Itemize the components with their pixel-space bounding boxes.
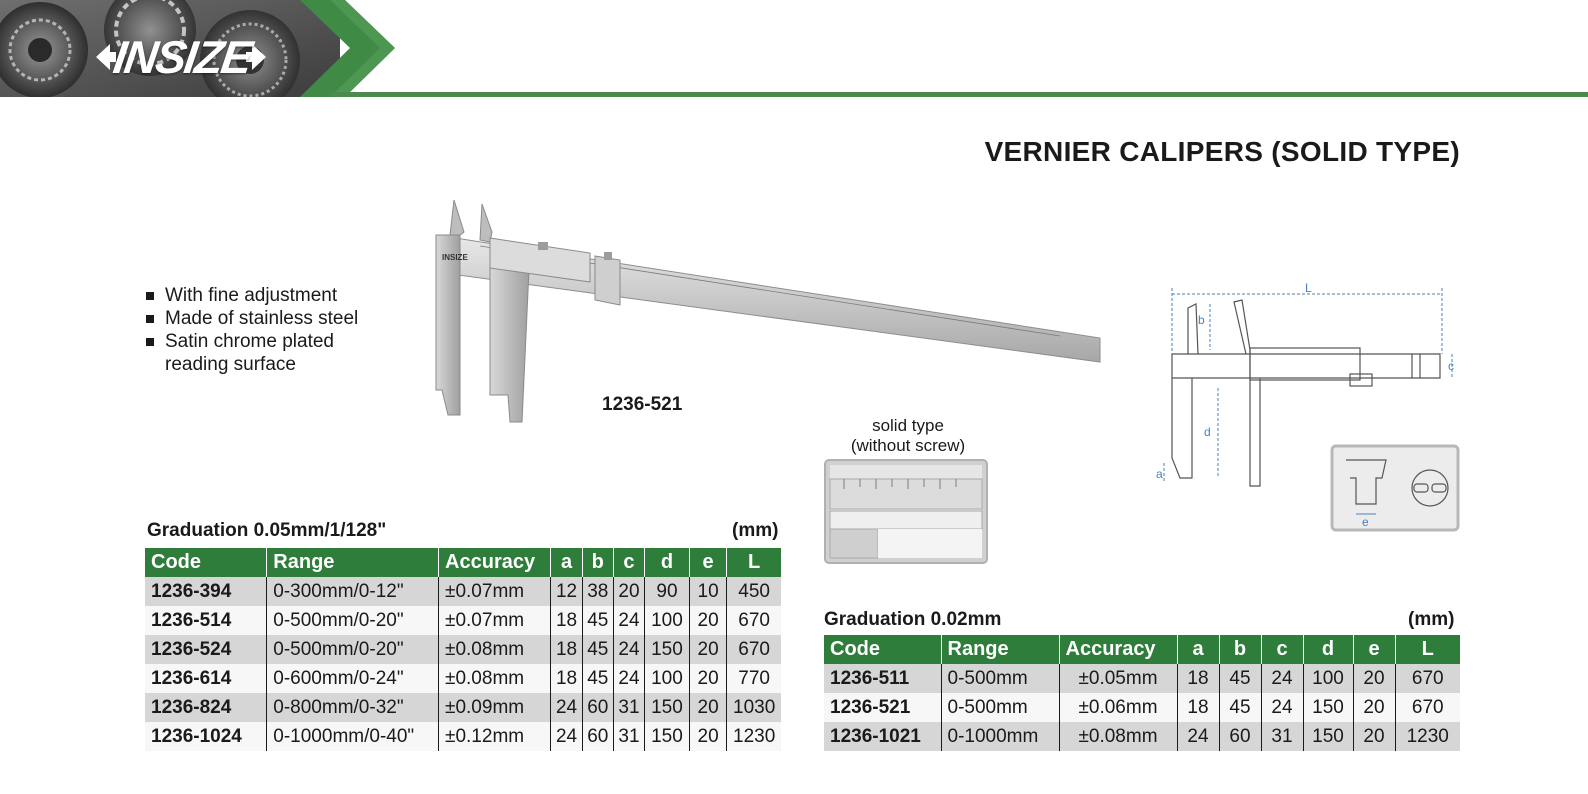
cell-c: 31 [613, 693, 644, 722]
bullet-icon [146, 292, 154, 300]
bullet-icon [146, 315, 154, 323]
cell-c: 31 [613, 722, 644, 751]
caliper-product-image [420, 190, 1120, 430]
cell-range: 0-1000mm [941, 722, 1059, 751]
cell-code: 1236-511 [824, 664, 941, 693]
cell-b: 45 [582, 664, 613, 693]
product-model-label: 1236-521 [602, 394, 683, 415]
header-d: d [645, 548, 690, 577]
table1-unit: (mm) [732, 520, 779, 541]
cell-range: 0-500mm/0-20" [267, 606, 439, 635]
header-range: Range [267, 548, 439, 577]
cell-L: 1030 [727, 693, 781, 722]
cell-L: 770 [727, 664, 781, 693]
cell-range: 0-500mm [941, 693, 1059, 722]
cell-range: 0-500mm [941, 664, 1059, 693]
cell-d: 150 [1303, 722, 1353, 751]
cell-d: 100 [1303, 664, 1353, 693]
cell-accuracy: ±0.06mm [1059, 693, 1177, 722]
table2-caption: Graduation 0.02mm [824, 609, 1002, 630]
header-b: b [1219, 635, 1261, 664]
table-row [145, 577, 781, 606]
cell-e: 20 [689, 606, 726, 635]
table-row [824, 664, 1460, 693]
cell-code: 1236-514 [145, 606, 267, 635]
header-a: a [1177, 635, 1219, 664]
cell-L: 450 [727, 577, 781, 606]
header-a: a [551, 548, 582, 577]
cell-b: 45 [1219, 693, 1261, 722]
cell-code: 1236-394 [145, 577, 267, 606]
table1-caption: Graduation 0.05mm/1/128" [147, 520, 387, 541]
cell-b: 38 [582, 577, 613, 606]
diagram-label-d: d [1204, 425, 1211, 439]
cell-d: 150 [1303, 693, 1353, 722]
cell-a: 18 [551, 635, 582, 664]
diagram-label-L: L [1305, 281, 1312, 295]
solid-type-caption: solid type (without screw) [850, 416, 966, 455]
cell-b: 60 [582, 722, 613, 751]
cell-code: 1236-824 [145, 693, 267, 722]
table-row [145, 664, 781, 693]
cell-d: 90 [645, 577, 690, 606]
cell-accuracy: ±0.08mm [1059, 722, 1177, 751]
feature-list [146, 284, 358, 376]
header-c: c [1261, 635, 1303, 664]
cell-a: 18 [1177, 664, 1219, 693]
cell-code: 1236-1021 [824, 722, 941, 751]
cell-accuracy: ±0.08mm [439, 664, 551, 693]
cell-d: 150 [645, 722, 690, 751]
cell-c: 20 [613, 577, 644, 606]
cell-d: 150 [645, 635, 690, 664]
feature-item-continuation: reading surface [165, 354, 296, 375]
cell-a: 18 [551, 606, 582, 635]
table-header-row [824, 635, 1460, 664]
header-b: b [582, 548, 613, 577]
cell-b: 60 [582, 693, 613, 722]
spec-table-graduation-002 [824, 635, 1460, 751]
table-row [145, 722, 781, 751]
cell-accuracy: ±0.09mm [439, 693, 551, 722]
svg-text:INSIZE: INSIZE [442, 253, 468, 262]
header-accuracy: Accuracy [439, 548, 551, 577]
cell-a: 24 [551, 722, 582, 751]
cell-accuracy: ±0.05mm [1059, 664, 1177, 693]
header-L: L [727, 548, 781, 577]
cell-e: 20 [689, 722, 726, 751]
cell-code: 1236-614 [145, 664, 267, 693]
cell-range: 0-600mm/0-24" [267, 664, 439, 693]
cell-d: 150 [645, 693, 690, 722]
diagram-label-a: a [1156, 467, 1163, 481]
diagram-label-e: e [1362, 515, 1369, 529]
feature-item: Made of stainless steel [146, 307, 358, 330]
cell-accuracy: ±0.07mm [439, 606, 551, 635]
table-row [145, 693, 781, 722]
header-e: e [689, 548, 726, 577]
table-row [824, 722, 1460, 751]
logo-text: INSIZE [110, 31, 254, 83]
cell-a: 18 [1177, 693, 1219, 722]
cell-e: 20 [1353, 693, 1395, 722]
cell-L: 1230 [727, 722, 781, 751]
cell-c: 24 [613, 606, 644, 635]
cell-L: 670 [1395, 664, 1460, 693]
cell-b: 60 [1219, 722, 1261, 751]
header-c: c [613, 548, 644, 577]
cell-d: 100 [645, 606, 690, 635]
cell-e: 10 [689, 577, 726, 606]
cell-code: 1236-524 [145, 635, 267, 664]
header-banner [0, 0, 1588, 100]
spec-table-graduation-005 [145, 548, 781, 751]
header-rule [330, 92, 1588, 97]
cell-accuracy: ±0.07mm [439, 577, 551, 606]
cell-code: 1236-521 [824, 693, 941, 722]
table-row [145, 635, 781, 664]
cell-a: 24 [1177, 722, 1219, 751]
header-code: Code [145, 548, 267, 577]
cell-e: 20 [1353, 722, 1395, 751]
header-range: Range [941, 635, 1059, 664]
header-e: e [1353, 635, 1395, 664]
cell-e: 20 [1353, 664, 1395, 693]
cell-b: 45 [582, 635, 613, 664]
cell-L: 670 [727, 606, 781, 635]
cell-range: 0-1000mm/0-40" [267, 722, 439, 751]
table-row [145, 606, 781, 635]
cell-accuracy: ±0.12mm [439, 722, 551, 751]
cell-e: 20 [689, 664, 726, 693]
cell-L: 670 [1395, 693, 1460, 722]
cell-range: 0-300mm/0-12" [267, 577, 439, 606]
cell-range: 0-500mm/0-20" [267, 635, 439, 664]
cell-c: 24 [613, 664, 644, 693]
cell-e: 20 [689, 693, 726, 722]
bullet-icon [146, 338, 154, 346]
cell-c: 24 [1261, 664, 1303, 693]
table-header-row [145, 548, 781, 577]
diagram-label-b: b [1198, 313, 1205, 327]
dimension-diagram [1150, 278, 1470, 533]
cell-range: 0-800mm/0-32" [267, 693, 439, 722]
cell-c: 31 [1261, 722, 1303, 751]
solid-type-image [824, 459, 988, 564]
table2-unit: (mm) [1408, 609, 1455, 630]
cell-e: 20 [689, 635, 726, 664]
diagram-label-c: c [1448, 359, 1454, 373]
cell-d: 100 [645, 664, 690, 693]
cell-a: 12 [551, 577, 582, 606]
cell-code: 1236-1024 [145, 722, 267, 751]
feature-item: Satin chrome plated [146, 330, 358, 353]
header-accuracy: Accuracy [1059, 635, 1177, 664]
cell-a: 18 [551, 664, 582, 693]
cell-b: 45 [582, 606, 613, 635]
cell-c: 24 [613, 635, 644, 664]
header-d: d [1303, 635, 1353, 664]
feature-item: With fine adjustment [146, 284, 358, 307]
header-code: Code [824, 635, 941, 664]
cell-L: 1230 [1395, 722, 1460, 751]
cell-accuracy: ±0.08mm [439, 635, 551, 664]
page-title: VERNIER CALIPERS (SOLID TYPE) [984, 136, 1460, 167]
cell-b: 45 [1219, 664, 1261, 693]
cell-a: 24 [551, 693, 582, 722]
insize-logo [96, 30, 266, 84]
table-row [824, 693, 1460, 722]
cell-L: 670 [727, 635, 781, 664]
cell-c: 24 [1261, 693, 1303, 722]
header-L: L [1395, 635, 1460, 664]
